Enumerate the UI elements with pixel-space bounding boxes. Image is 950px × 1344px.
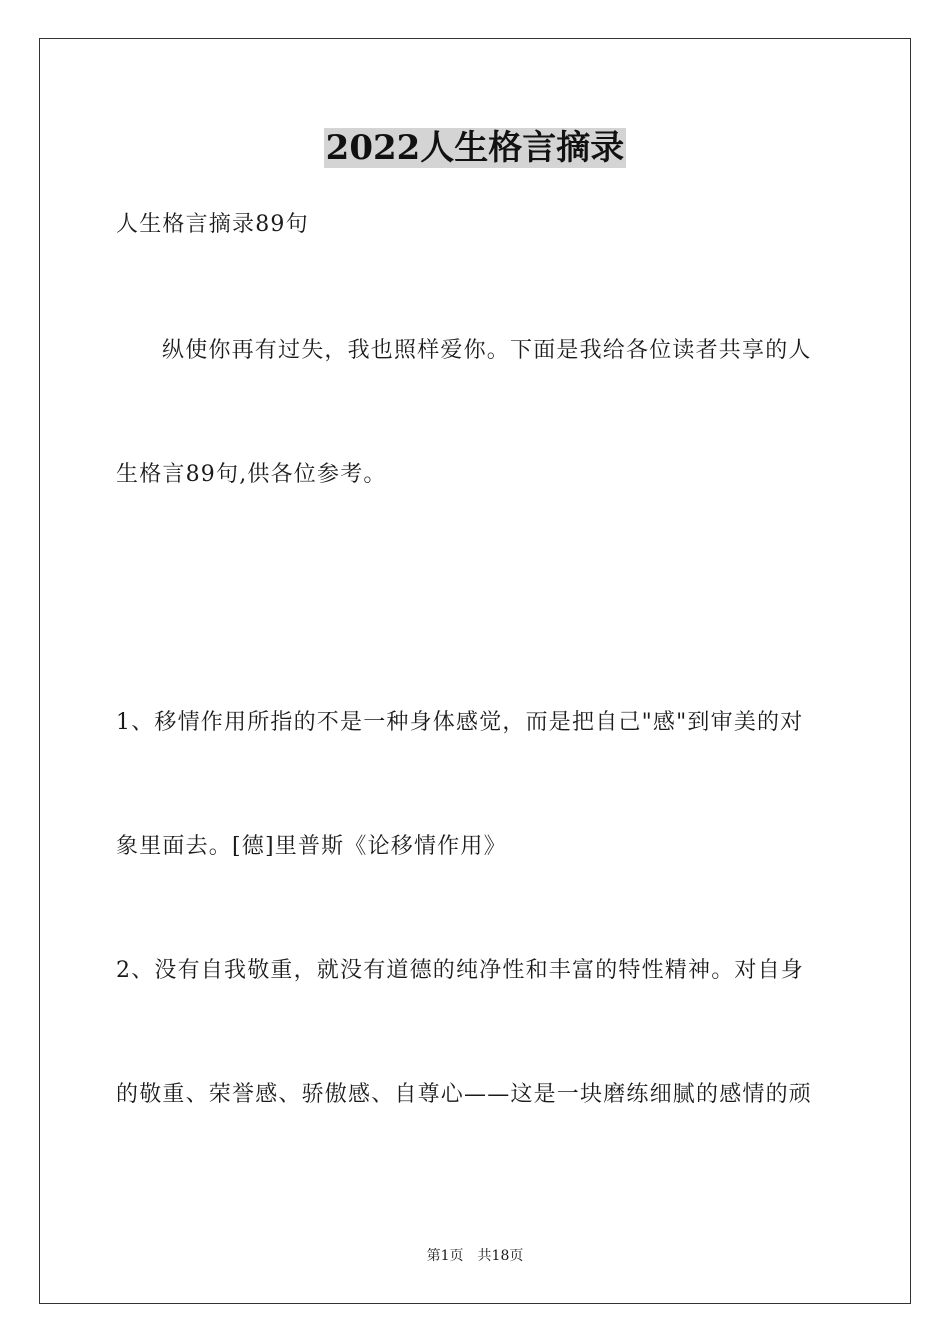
- quote-line: 1、移情作用所指的不是一种身体感觉，而是把自己"感"到审美的对: [116, 710, 804, 735]
- title-container: [0, 128, 950, 168]
- document-title: 2022人生格言摘录: [325, 128, 625, 168]
- quote-line: 象里面去。[德]里普斯《论移情作用》: [116, 834, 507, 859]
- quote-line: 2、没有自我敬重，就没有道德的纯净性和丰富的特性精神。对自身: [116, 958, 804, 983]
- document-subtitle: 人生格言摘录89句: [116, 212, 309, 237]
- paragraph-line: 生格言89句,供各位参考。: [116, 462, 387, 487]
- page-number: 第1页: [426, 1248, 464, 1264]
- page-total: 共18页: [477, 1248, 524, 1264]
- paragraph-line: 纵使你再有过失，我也照样爱你。下面是我给各位读者共享的人: [162, 338, 812, 363]
- page-footer: [0, 1247, 950, 1265]
- quote-line: 的敬重、荣誉感、骄傲感、自尊心——这是一块磨练细腻的感情的顽: [116, 1082, 813, 1107]
